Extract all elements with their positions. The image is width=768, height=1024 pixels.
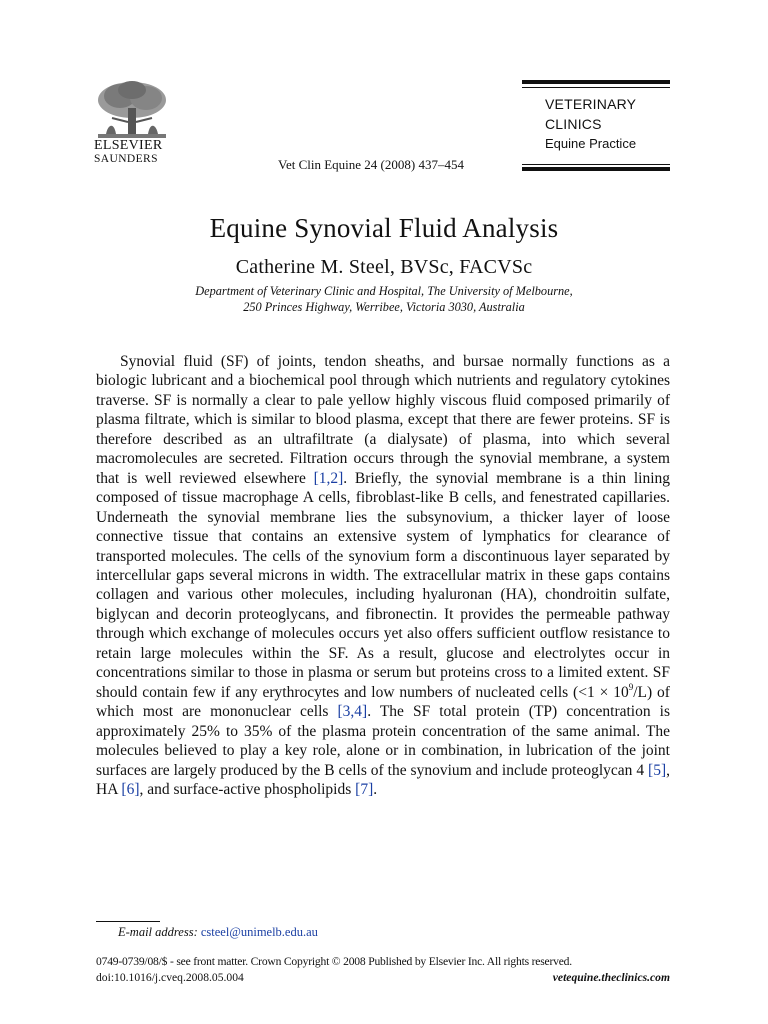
email-link[interactable]: csteel@unimelb.edu.au [200, 925, 318, 939]
journal-section: Equine Practice [545, 136, 637, 151]
banner-rule-thick-bottom [522, 167, 670, 171]
email-footnote [118, 925, 318, 940]
imprint-name: SAUNDERS [94, 153, 158, 165]
citation-link[interactable]: [6] [121, 780, 140, 798]
body-text-segment: , HA [96, 761, 670, 798]
body-text-segment: , and surface-active phospholipids [139, 780, 356, 798]
author-name: Catherine M. Steel, BVSc, FACVSc [235, 256, 533, 278]
citation-link[interactable]: [5] [648, 761, 667, 779]
copyright-line: 0749-0739/08/$ - see front matter. Crown Copyright © 2008 Published by Elsevier Inc. All rights reserved. [96, 955, 572, 968]
body-text-segment: . Briefly, the synovial membrane is a thin lining composed of tissue macrophage A cells, fibroblast-like B cells, and fenestrated capillaries. Underneath the synovial membrane lies the subsynovium, a thicker layer of loose connective tissue that contains an extensive system of lymphatics for clearance of transported molecules. The cells of the synovium form a discontinuous layer separated by intercellular gaps several microns in width. The extracellular matrix in these gaps contains collagen and various other molecules, including hyaluronan (HA), chondroitin sulfate, biglycan and decorin proteoglycans, and fibronectin. It provides the permeable pathway through which exchange of molecules occurs yet also offers sufficient outflow resistance to retain large molecules within the SF. As a result, glucose and electrolytes occur in concentrations similar to those in plasma or serum but proteins cross to a limited extent. SF should contain few if any erythrocytes and low numbers of nucleated cells (<1 × 10 [96, 469, 671, 701]
journal-website[interactable]: vetequine.theclinics.com [552, 971, 670, 984]
body-text-segment: . The SF total protein (TP) concentration is approximately 25% to 35% of the plasma protein concentration of the same animal. The molecules believed to play a key role, alone or in combination, in lubrication of the joint surfaces are largely produced by the B cells of the synovium and include proteoglycan 4 [96, 703, 670, 779]
footnote-rule [96, 921, 160, 922]
body-text-segment: . [373, 780, 378, 798]
body-paragraph [96, 352, 670, 799]
affiliation-line1: Department of Veterinary Clinic and Hospital, The University of Melbourne, [195, 284, 573, 298]
banner-rule-thin-top [522, 87, 670, 88]
email-label: E-mail address: [118, 925, 198, 939]
doi-line[interactable]: doi:10.1016/j.cveq.2008.05.004 [96, 971, 244, 984]
article-title: Equine Synovial Fluid Analysis [209, 213, 559, 243]
publisher-name: ELSEVIER [94, 138, 163, 153]
journal-name-line1: VETERINARY [545, 96, 637, 112]
citation-link[interactable]: [3,4] [337, 703, 368, 721]
body-text-segment: Synovial fluid (SF) of joints, tendon sheaths, and bursae normally functions as a biologic lubricant and a biochemical pool through which nutrients and regulatory cytokines traverse. SF is normally a clear to pale yellow highly viscous fluid composed primarily of plasma filtrate, which is similar to blood plasma, except that there are fewer proteins. SF is therefore described as an ultrafiltrate (a dialysate) of plasma, into which several macromolecules are secreted. Filtration occurs through the synovial membrane, a system that is well reviewed elsewhere [96, 353, 670, 487]
banner-rule-thin-bottom [522, 164, 670, 165]
citation-link[interactable]: [7] [355, 780, 374, 798]
banner-rule-thick-top [522, 80, 670, 84]
body-text-segment: /L) of which most are mononuclear cells [96, 683, 670, 721]
affiliation-line2: 250 Princes Highway, Werribee, Victoria 3030, Australia [243, 300, 525, 314]
journal-name-line2: CLINICS [545, 116, 602, 132]
journal-citation: Vet Clin Equine 24 (2008) 437–454 [278, 157, 464, 172]
citation-link[interactable]: [1,2] [313, 469, 344, 487]
exponent: 9 [628, 681, 634, 692]
